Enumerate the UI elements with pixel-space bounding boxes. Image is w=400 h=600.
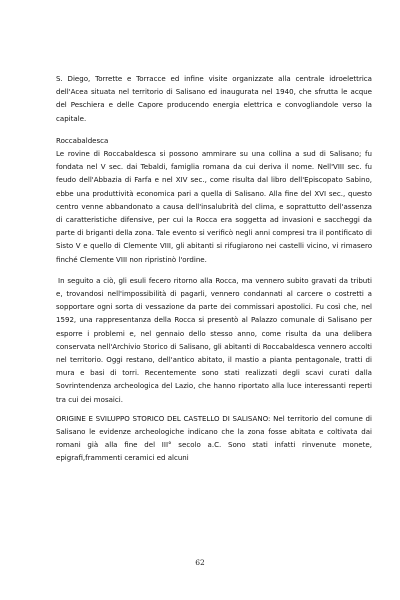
roccabaldesca-paragraph: Le rovine di Roccabaldesca si possono ammirare su una collina a sud di Salisano; fu fondata nel V sec. dai Tebaldi, famiglia romana da cui deriva il nome. Nell'VIII sec. fu feudo dell'Abbazia di Farfa e nel XIV sec., come risulta dal libro dell'Episcopato Sabino, ebbe una produttività economica pari a quella di Salisano. Alla fine del XVI sec., questo centro venne abbandonato a causa dell'insalubrità del clima, e soprattutto dell'assenza di caratteristiche difensive, per cui la Rocca era soggetta ad invasioni e saccheggi da parte di briganti della zona. Tale evento si verificò negli anni compresi tra il pontificato di Sisto V e quello di Clemente VIII, gli abitanti si rifugiarono nei castelli vicino, vi rimasero finché Clemente VIII non ripristinò l'ordine. [56, 149, 372, 264]
section-heading-roccabaldesca: Roccabaldesca [56, 135, 109, 145]
document-body [56, 72, 372, 465]
intro-paragraph: S. Diego, Torrette e Torracce ed infine visite organizzate alla centrale idroelettrica dell'Acea situata nel territorio di Salisano ed inaugurata nel 1940, che sfrutta le acque del Peschiera e delle Capore producendo energia elettrica e convogliandole verso la capitale. [56, 74, 372, 123]
page-number: 62 [195, 558, 205, 567]
seguito-paragraph: In seguito a ciò, gli esuli fecero ritorno alla Rocca, ma vennero subito gravati da tributi e, trovandosi nell'impossibilità di pagarli, vennero condannati al carcere o costretti a sopportare ogni sorta di vessazione da parte dei commissari apostolici. Fu così che, nel 1592, una rappresentanza della Rocca si presentò al Palazzo comunale di Salisano per esporre i problemi e, nel gennaio dello stesso anno, come risulta da una delibera conservata nell'Archivio Storico di Salisano, gli abitanti di Roccabaldesca vennero accolti nel territorio. Oggi restano, dell'antico abitato, il mastio a pianta pentagonale, tratti di mura e basi di torri. Recentemente sono stati realizzati degli scavi curati dalla Sovrintendenza archeologica del Lazio, che hanno riportato alla luce interessanti reperti tra cui dei mosaici. [56, 275, 372, 404]
origine-paragraph: ORIGINE E SVILUPPO STORICO DEL CASTELLO DI SALISANO: Nel territorio del comune di Salisano le evidenze archeologiche indicano che la zona fosse abitata e coltivata dai romani già alla fine del III° secolo a.C. Sono stati infatti rinvenute monete, epigrafi,frammenti ceramici ed alcuni [56, 413, 372, 463]
